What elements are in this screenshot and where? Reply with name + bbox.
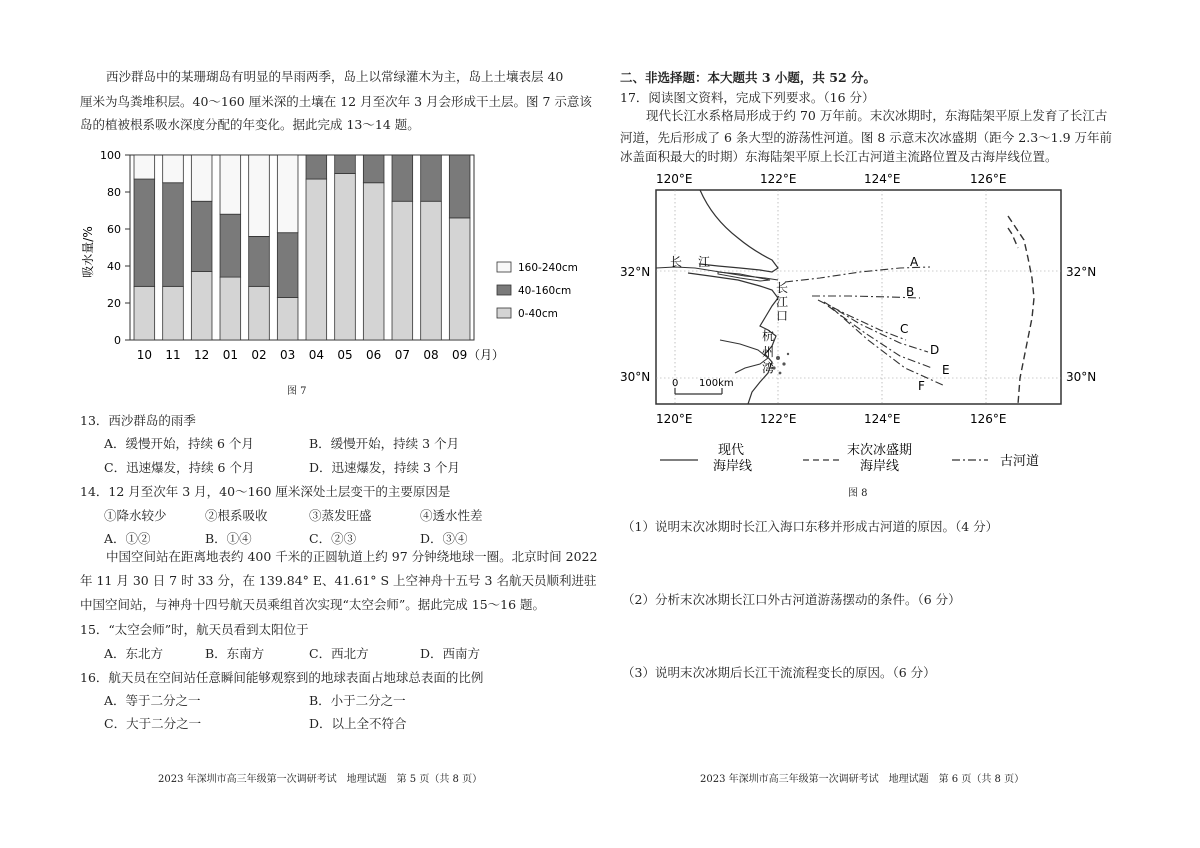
right-footer: 2023 年深圳市高三年级第一次调研考试 地理试题 第 6 页（共 8 页） [700,774,1025,785]
figure-8-caption: 图 8 [848,488,868,499]
channel-label-d: D [930,343,940,357]
bar-segment-40-160cm-06 [363,155,384,183]
lon-label-top-120: 120°E [656,172,693,186]
q13-option-a[interactable]: A．缓慢开始，持续 6 个月 [104,436,254,451]
q16-option-c[interactable]: C．大于二分之一 [104,716,202,731]
bar-segment-160-240cm-12 [191,155,212,201]
x-tick-label: 06 [366,348,382,362]
q17-stem: 17．阅读图文资料，完成下列要求。（16 分） [620,90,875,105]
intro2-line-3: 中国空间站，与神舟十四号航天员乘组首次实现“太空会师”。据此完成 15～16 题。 [80,597,546,612]
bar-segment-160-240cm-02 [249,155,270,236]
x-tick-label: 11 [165,348,181,362]
q13-option-b[interactable]: B．缓慢开始，持续 3 个月 [309,436,460,451]
x-tick-label: 12 [194,348,210,362]
x-axis-unit: （月） [468,348,505,362]
paleo-channel-d [824,302,928,352]
q17-text-1: 现代长江水系格局形成于约 70 万年前。末次冰期时，东海陆架平原上发育了长江古 [646,108,1108,123]
bar-segment-0-40cm-05 [335,174,356,341]
x-tick-label: 03 [280,348,296,362]
q14-option-d[interactable]: D．③④ [420,531,468,546]
legend-swatch-160-240cm [497,262,511,272]
q14-option-b[interactable]: B．①④ [205,531,252,546]
bar-segment-0-40cm-08 [421,201,442,340]
scale-label-100km: 100km [699,378,734,389]
bar-segment-40-160cm-11 [163,183,184,287]
lon-label-top-126: 126°E [970,172,1007,186]
q13-option-d[interactable]: D．迅速爆发，持续 3 个月 [309,460,460,475]
lon-label-top-124: 124°E [864,172,901,186]
x-tick-label: 05 [337,348,353,362]
q14-item-1: ①降水较少 [104,508,167,523]
right-page [600,0,1200,848]
legend-swatch-0-40cm [497,308,511,318]
q15-option-d[interactable]: D．西南方 [420,646,481,661]
lon-label-bottom-122: 122°E [760,412,797,426]
q14-item-4: ④透水性差 [420,508,483,523]
lon-label-bottom-124: 124°E [864,412,901,426]
channel-label-f: F [918,379,925,393]
q16-option-a[interactable]: A．等于二分之一 [104,693,201,708]
q13-stem: 13．西沙群岛的雨季 [80,413,196,428]
q15-stem: 15．“太空会师”时，航天员看到太阳位于 [80,622,309,637]
x-tick-label: 09 [452,348,468,362]
bar-segment-40-160cm-09 [449,155,470,218]
y-tick-label: 60 [107,223,121,236]
map-grid [656,190,1061,404]
scale-label-0: 0 [672,378,679,389]
bar-segment-160-240cm-01 [220,155,241,214]
q15-option-b[interactable]: B．东南方 [205,646,265,661]
legend-label-paleo: 古河道 [1000,454,1040,469]
bar-segment-0-40cm-03 [277,297,298,340]
map-frame [656,190,1061,404]
legend-label-lgm-2: 海岸线 [860,459,900,474]
bar-segment-0-40cm-12 [191,272,212,340]
bar-segment-0-40cm-04 [306,179,327,340]
place-chang: 长 [670,255,683,269]
q14-option-a[interactable]: A．①② [104,531,151,546]
intro-line-2: 厘米为鸟粪堆积层。40～160 厘米深的土壤在 12 月至次年 3 月会形成干土层。图 7 示意该 [80,94,592,109]
q17-sub-1: （1）说明末次冰期时长江入海口东移并形成古河道的原因。（4 分） [622,519,999,534]
place-jiang: 江 [698,255,711,269]
place-zhou: 州 [762,345,775,359]
paleo-channels [785,267,945,386]
channel-label-c: C [900,322,909,336]
intro-line-1: 西沙群岛中的某珊瑚岛有明显的旱雨两季，岛上以常绿灌木为主，岛上土壤表层 40 [106,69,564,84]
bar-segment-40-160cm-08 [421,155,442,201]
legend-label-160-240cm: 160-240cm [518,262,578,274]
lat-label-left-32: 32°N [620,265,651,279]
q15-option-a[interactable]: A．东北方 [104,646,164,661]
bar-segment-160-240cm-03 [277,155,298,233]
x-tick-label: 01 [222,348,238,362]
bar-segment-0-40cm-07 [392,201,413,340]
intro-line-3: 岛的植被根系吸水深度分配的年变化。据此完成 13～14 题。 [80,117,420,132]
x-tick-label: 10 [136,348,152,362]
bar-segment-160-240cm-10 [134,155,155,179]
zhoushan-islands [772,353,789,375]
figure-8-map [600,168,1200,488]
lat-label-right-32: 32°N [1066,265,1097,279]
channel-label-b: B [906,285,915,299]
bar-segment-0-40cm-11 [163,286,184,340]
paleo-channel-e [828,306,932,368]
paleo-channel-b [812,296,920,298]
legend-swatch-40-160cm [497,285,511,295]
channel-label-e: E [942,363,950,377]
place-estuary-1: 长 [776,281,789,295]
place-hang: 杭 [762,329,775,343]
lgm-coastline [1008,216,1034,404]
intro2-line-2: 年 11 月 30 日 7 时 33 分，在 139.84° E、41.61° S 上空神舟十五号 3 名航天员顺利进驻 [80,573,597,588]
q16-option-d[interactable]: D．以上全不符合 [309,716,407,731]
hangzhou-bay [720,340,768,373]
lon-label-top-122: 122°E [760,172,797,186]
lgm-coastline-hook [1008,228,1018,248]
bar-segment-0-40cm-10 [134,286,155,340]
place-estuary-2: 江 [776,295,789,309]
bar-segment-0-40cm-01 [220,277,241,340]
bar-segment-40-160cm-05 [335,155,356,174]
q16-option-b[interactable]: B．小于二分之一 [309,693,406,708]
q17-text-3: 冰盖面积最大的时期）东海陆架平原上长江古河道主流路位置及古海岸线位置。 [620,149,1058,164]
figure-7-chart [0,140,600,520]
channel-label-a: A [910,255,919,269]
legend-label-lgm-1: 末次冰盛期 [847,443,913,458]
x-tick-label: 04 [308,348,324,362]
q13-option-c[interactable]: C．迅速爆发，持续 6 个月 [104,460,255,475]
q16-stem: 16．航天员在空间站任意瞬间能够观察到的地球表面占地球总表面的比例 [80,670,484,685]
y-tick-label: 100 [100,149,121,162]
q14-option-c[interactable]: C．②③ [309,531,357,546]
figure-7-caption: 图 7 [287,386,307,397]
y-tick-label: 20 [107,297,121,310]
lat-label-right-30: 30°N [1066,370,1097,384]
lon-label-bottom-120: 120°E [656,412,693,426]
bar-segment-40-160cm-10 [134,179,155,286]
y-axis-label: 吸水量/% [81,226,95,278]
bar-segment-40-160cm-03 [277,233,298,298]
y-tick-label: 80 [107,186,121,199]
bar-segment-40-160cm-12 [191,201,212,271]
bar-segment-160-240cm-11 [163,155,184,183]
q17-sub-3: （3）说明末次冰期后长江干流流程变长的原因。（6 分） [622,665,936,680]
bar-segment-40-160cm-01 [220,214,241,277]
x-tick-label: 08 [423,348,439,362]
lon-label-bottom-126: 126°E [970,412,1007,426]
place-estuary-3: 口 [776,309,789,323]
q15-option-c[interactable]: C．西北方 [309,646,369,661]
paleo-channel-a [785,267,930,282]
legend-label-40-160cm: 40-160cm [518,285,572,297]
legend-label-0-40cm: 0-40cm [518,308,558,320]
q14-item-2: ②根系吸收 [205,508,268,523]
left-footer: 2023 年深圳市高三年级第一次调研考试 地理试题 第 5 页（共 8 页） [158,774,483,785]
legend-label-modern-1: 现代 [718,443,745,458]
legend-label-modern-2: 海岸线 [713,459,753,474]
section-heading: 二、非选择题：本大题共 3 小题，共 52 分。 [620,70,877,85]
y-tick-label: 0 [114,334,121,347]
bar-segment-0-40cm-09 [449,218,470,340]
q17-text-2: 河道，先后形成了 6 条大型的游荡性河道。图 8 示意末次冰盛期（距今 2.3～1.9 万年前 [620,130,1113,145]
bar-segment-0-40cm-06 [363,183,384,340]
x-tick-label: 02 [251,348,267,362]
bar-segment-40-160cm-07 [392,155,413,201]
y-tick-label: 40 [107,260,121,273]
paleo-channel-f [832,308,945,386]
x-tick-label: 07 [394,348,410,362]
bar-segment-40-160cm-02 [249,236,270,286]
bar-segment-40-160cm-04 [306,155,327,179]
place-wan: 湾 [762,361,775,375]
bar-segment-0-40cm-02 [249,286,270,340]
lat-label-left-30: 30°N [620,370,651,384]
q14-stem: 14．12 月至次年 3 月，40～160 厘米深处土层变干的主要原因是 [80,484,451,499]
intro2-line-1: 中国空间站在距离地表约 400 千米的正圆轨道上约 97 分钟绕地球一圈。北京时间 2022 [106,549,598,564]
q17-sub-2: （2）分析末次冰期长江口外古河道游荡摆动的条件。（6 分） [622,592,961,607]
q14-item-3: ③蒸发旺盛 [309,508,372,523]
